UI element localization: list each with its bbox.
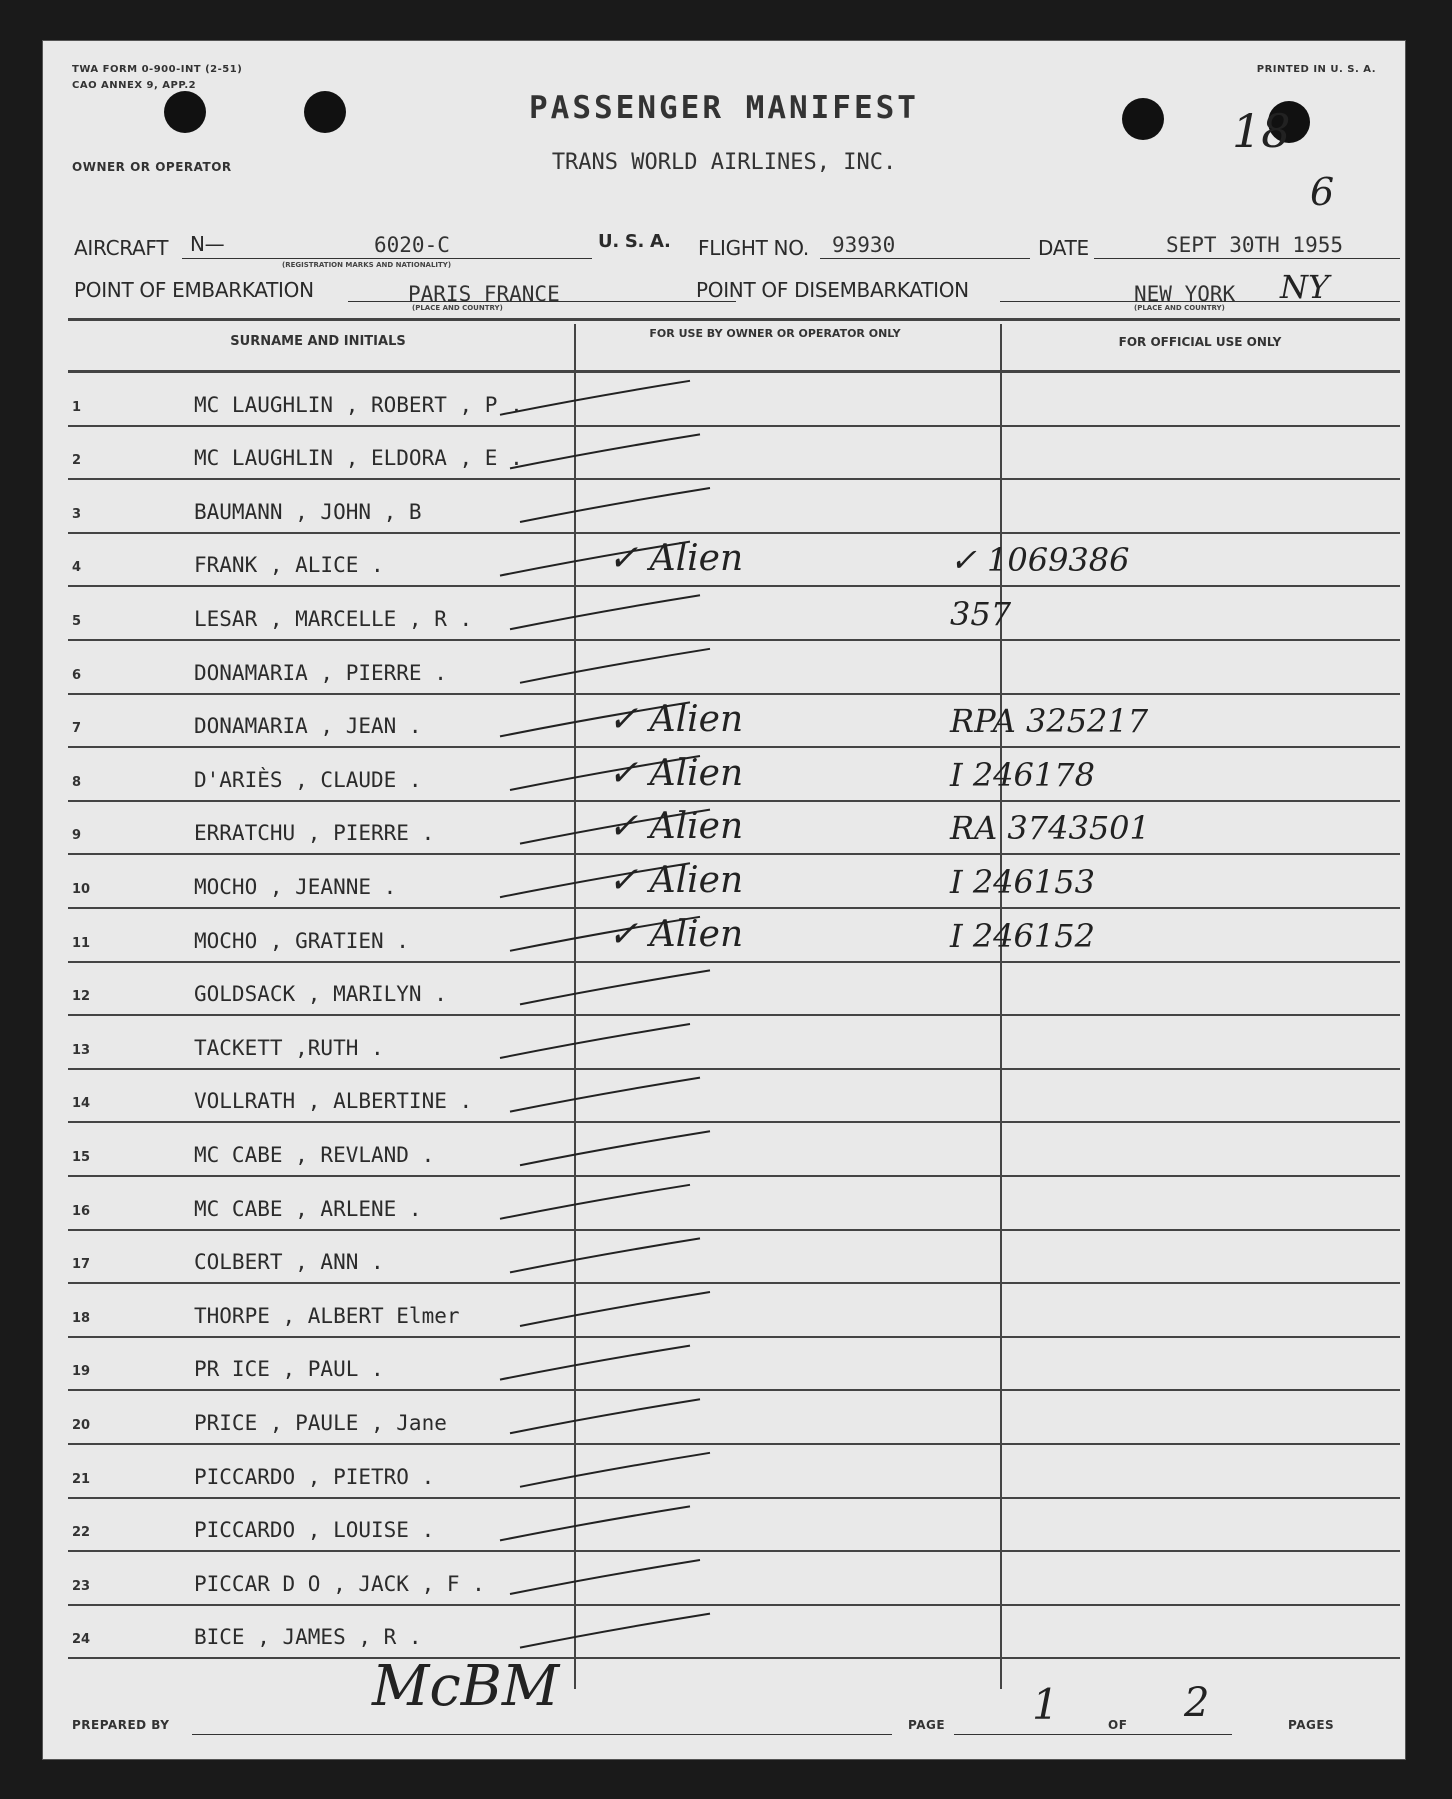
- passenger-name: BAUMANN , JOHN , B: [194, 499, 422, 524]
- official-entry: I 246152: [950, 916, 1095, 955]
- table-row: [68, 909, 1400, 963]
- row-number: 19: [72, 1364, 91, 1380]
- page-value: 1: [1032, 1680, 1059, 1729]
- table-row: [68, 641, 1400, 695]
- row-number: 7: [72, 721, 82, 737]
- table-row: [68, 695, 1400, 749]
- table-row: [68, 1391, 1400, 1445]
- passenger-name: PICCAR D O , JACK , F .: [194, 1571, 485, 1596]
- table-row: [68, 587, 1400, 641]
- form-code: TWA FORM 0-900-INT (2-51): [72, 64, 243, 75]
- aircraft-value: 6020-C: [374, 233, 450, 257]
- date-label: DATE: [1038, 236, 1089, 260]
- passenger-name: BICE , JAMES , R .: [194, 1625, 422, 1650]
- disembark-label: POINT OF DISEMBARKATION: [696, 278, 969, 302]
- page-line: [954, 1734, 1144, 1735]
- row-number: 17: [72, 1257, 91, 1273]
- table-row: [68, 1499, 1400, 1553]
- registration-caption: (REGISTRATION MARKS AND NATIONALITY): [282, 261, 452, 269]
- table-row: [68, 748, 1400, 802]
- official-entry: RPA 325217: [950, 702, 1149, 741]
- aircraft-prefix: N—: [190, 232, 225, 256]
- passenger-name: MOCHO , JEANNE .: [194, 874, 397, 899]
- manifest-sheet: [42, 40, 1406, 1760]
- disembark-handwritten: NY: [1280, 268, 1330, 306]
- of-line: [1142, 1734, 1232, 1735]
- owner-mark: ✓ Alien: [608, 699, 744, 741]
- official-entry: RA 3743501: [950, 809, 1150, 848]
- passenger-name: COLBERT , ANN .: [194, 1250, 384, 1275]
- form-annex: CAO ANNEX 9, APP.2: [72, 80, 197, 91]
- owner-mark: ✓ Alien: [608, 806, 744, 848]
- passenger-name: D'ARIÈS , CLAUDE .: [194, 767, 422, 792]
- disembark-caption: (PLACE AND COUNTRY): [1134, 304, 1225, 312]
- row-number: 3: [72, 506, 82, 522]
- passenger-name: FRANK , ALICE .: [194, 553, 384, 578]
- flight-value: 93930: [832, 233, 896, 257]
- passenger-name: DONAMARIA , JEAN .: [194, 714, 422, 739]
- row-number: 21: [72, 1471, 91, 1487]
- owner-mark: ✓ Alien: [608, 913, 744, 955]
- row-number: 18: [72, 1310, 91, 1326]
- passenger-name: TACKETT ,RUTH .: [194, 1035, 384, 1060]
- passenger-name: MC CABE , ARLENE .: [194, 1196, 422, 1221]
- disembark-value: NEW YORK: [1134, 282, 1236, 306]
- table-row: [68, 1016, 1400, 1070]
- row-number: 2: [72, 453, 82, 469]
- passenger-name: MOCHO , GRATIEN .: [194, 928, 409, 953]
- owner-label: OWNER OR OPERATOR: [72, 160, 232, 174]
- passenger-name: PR ICE , PAUL .: [194, 1357, 384, 1382]
- passenger-name: MC CABE , REVLAND .: [194, 1142, 435, 1167]
- table-row: [68, 1284, 1400, 1338]
- row-number: 12: [72, 989, 91, 1005]
- passenger-name: LESAR , MARCELLE , R .: [194, 606, 473, 631]
- aircraft-line: [182, 258, 592, 259]
- passenger-name: GOLDSACK , MARILYN .: [194, 982, 447, 1007]
- row-number: 8: [72, 774, 82, 790]
- handwritten-page-number: 18: [1232, 104, 1291, 158]
- row-number: 15: [72, 1149, 91, 1165]
- flight-label: FLIGHT NO.: [698, 236, 809, 260]
- printed-in: PRINTED IN U. S. A.: [1256, 64, 1376, 75]
- row-number: 1: [72, 399, 82, 415]
- row-number: 6: [72, 667, 82, 683]
- table-row: [68, 427, 1400, 481]
- page-label: PAGE: [908, 1718, 946, 1732]
- passenger-name: PICCARDO , PIETRO .: [194, 1464, 435, 1489]
- aircraft-label: AIRCRAFT: [74, 236, 169, 260]
- passenger-name: DONAMARIA , PIERRE .: [194, 660, 447, 685]
- table-row: [68, 855, 1400, 909]
- row-number: 22: [72, 1525, 91, 1541]
- row-number: 16: [72, 1203, 91, 1219]
- embark-value: PARIS FRANCE: [408, 282, 560, 306]
- prepared-by-label: PREPARED BY: [72, 1718, 170, 1732]
- row-number: 24: [72, 1632, 91, 1648]
- row-number: 20: [72, 1417, 91, 1433]
- official-entry: I 246178: [950, 755, 1095, 794]
- row-number: 14: [72, 1096, 91, 1112]
- row-number: 4: [72, 560, 82, 576]
- date-line: [1094, 258, 1400, 259]
- manifest-title: PASSENGER MANIFEST: [529, 90, 919, 126]
- embark-label: POINT OF EMBARKATION: [74, 278, 314, 302]
- table-row: [68, 963, 1400, 1017]
- row-number: 5: [72, 613, 82, 629]
- passenger-name: PICCARDO , LOUISE .: [194, 1518, 435, 1543]
- official-entry: ✓ 1069386: [950, 541, 1130, 580]
- table-top-rule: [68, 318, 1400, 321]
- passenger-name: THORPE , ALBERT Elmer: [194, 1303, 460, 1328]
- official-entry: I 246153: [950, 862, 1095, 901]
- table-row: [68, 373, 1400, 427]
- passenger-name: ERRATCHU , PIERRE .: [194, 821, 435, 846]
- table-row: [68, 1606, 1400, 1660]
- owner-mark: ✓ Alien: [608, 752, 744, 794]
- pages-label: PAGES: [1288, 1718, 1335, 1732]
- table-row: [68, 1445, 1400, 1499]
- row-number: 10: [72, 881, 91, 897]
- row-number: 11: [72, 935, 91, 951]
- table-row: [68, 1338, 1400, 1392]
- owner-mark: ✓ Alien: [608, 859, 744, 901]
- table-row: [68, 1231, 1400, 1285]
- passenger-name: MC LAUGHLIN , ROBERT , P .: [194, 392, 523, 417]
- owner-use-column-header: FOR USE BY OWNER OR OPERATOR ONLY: [649, 327, 901, 340]
- row-number: 13: [72, 1042, 91, 1058]
- embark-caption: (PLACE AND COUNTRY): [412, 304, 503, 312]
- table-row: [68, 534, 1400, 588]
- row-number: 9: [72, 828, 82, 844]
- passenger-name: PRICE , PAULE , Jane: [194, 1410, 447, 1435]
- table-row: [68, 1552, 1400, 1606]
- table-row: [68, 1177, 1400, 1231]
- date-value: SEPT 30TH 1955: [1166, 233, 1344, 257]
- flight-line: [820, 258, 1030, 259]
- owner-mark: ✓ Alien: [608, 538, 744, 580]
- preparer-signature: McBM: [372, 1654, 560, 1719]
- of-label: OF: [1108, 1718, 1128, 1732]
- handwritten-sub-number: 6: [1310, 170, 1335, 214]
- table-row: [68, 480, 1400, 534]
- passenger-name: VOLLRATH , ALBERTINE .: [194, 1089, 473, 1114]
- official-entry: 357: [950, 594, 1012, 633]
- table-row: [68, 1123, 1400, 1177]
- table-row: [68, 802, 1400, 856]
- row-number: 23: [72, 1578, 91, 1594]
- airline-name: TRANS WORLD AIRLINES, INC.: [551, 150, 897, 175]
- nationality: U. S. A.: [598, 231, 671, 252]
- table-row: [68, 1070, 1400, 1124]
- prepared-by-line: [192, 1734, 892, 1735]
- surname-column-header: SURNAME AND INITIALS: [230, 334, 406, 349]
- official-use-column-header: FOR OFFICIAL USE ONLY: [1118, 335, 1282, 349]
- of-value: 2: [1184, 1680, 1210, 1726]
- passenger-name: MC LAUGHLIN , ELDORA , E .: [194, 446, 523, 471]
